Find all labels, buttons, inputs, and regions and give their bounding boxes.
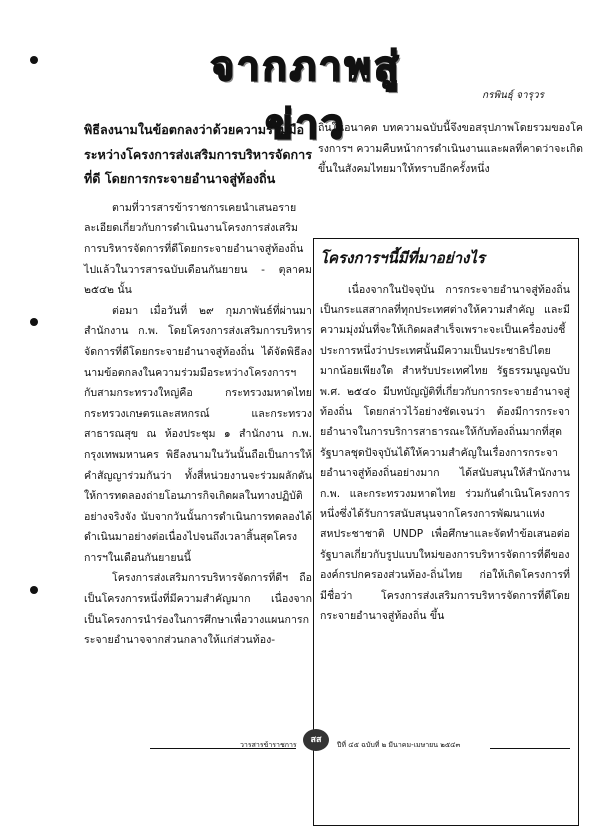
punch-hole-middle [30,318,38,326]
masthead-title: จากภาพสู่ข่าว [210,44,402,148]
footer-rule-right [490,748,570,749]
punch-hole-bottom [30,586,38,594]
footer-logo: สส [303,729,329,751]
sidebar-box [313,238,579,826]
article-paragraph: ตามที่วารสารข้าราชการเคยนำเสนอรายละเอียดเกี่ยวกับการดำเนินงานโครงการส่งเสริมการบริหารจัดการที่ดีโดยกระจายอำนาจสู่ท้องถิ่นไปแล้วในวารสารฉบับเดือนกันยายน - ตุลาคม ๒๕๔๒ นั้น [84,201,312,297]
article-paragraph: โครงการส่งเสริมการบริหารจัดการที่ดีฯ ถือเป็นโครงการหนึ่งที่มีความสำคัญมาก เนื่องจากเป็นโครงการนำร่องในการศึกษาเพื่อวางแผนการกระจายอำนาจจากส่วนกลางให้แก่ส่วนท้อง- [84,572,312,647]
punch-hole-top [30,56,38,64]
footer-publication: วารสารข้าราชการ [240,741,297,749]
sidebar-box-paragraph: เนื่องจากในปัจจุบัน การกระจายอำนาจสู่ท้องถิ่นเป็นกระแสสากลที่ทุกประเทศต่างให้ความสำคัญ และมีความมุ่งมั่นที่จะให้เกิดผลสำเร็จเพราะจะเป็นเครื่องบ่งชี้ประการหนึ่งว่าประเทศนั้นมีความเป็นประชาธิปไตยมากน้อยเพียงใด สำหรับประเทศไทย รัฐธรรมนูญฉบับ พ.ศ. ๒๕๔๐ มีบทบัญญัติที่เกี่ยวกับการกระจายอำนาจสู่ท้องถิ่น โดยกล่าวไว้อย่างชัดเจนว่า ต้องมีการกระจายอำนาจในการบริการสาธารณะให้กับท้องถิ่นมากที่สุด รัฐบาลชุดปัจจุบันได้ให้ความสำคัญในเรื่องการกระจายอำนาจสู่ท้องถิ่นอย่างมาก ได้สนับสนุนให้สำนักงาน ก.พ. และกระทรวงมหาดไทย ร่วมกันดำเนินโครงการหนึ่งซึ่งได้รับการสนับสนุนจากโครงการพัฒนาแห่งสหประชาชาติ UNDP เพื่อศึกษาและจัดทำข้อเสนอต่อรัฐบาลเกี่ยวกับรูปแบบใหม่ของการบริหารจัดการที่ดีขององค์กรปกครองส่วนท้อง-ถิ่นไทย ก่อให้เกิดโครงการที่มีชื่อว่า โครงการส่งเสริมการบริหารจัดการที่ดีโดยกระจายอำนาจสู่ท้องถิ่น ขึ้น [320,283,570,623]
footer-issue: ปีที่ ๔๕ ฉบับที่ ๒ มีนาคม-เมษายน ๒๕๔๓ [337,741,461,749]
article-continuation: ถิ่นในอนาคต บทความฉบับนี้จึงขอสรุปภาพโดยรวมของโครงการฯ ความคืบหน้าการดำเนินงานและผลที่คาดว่าจะเกิดขึ้นในสังคมไทยมาให้ทราบอีกครั้งหนึ่ง [318,122,583,176]
article-paragraph: ต่อมา เมื่อวันที่ ๒๙ กุมภาพันธ์ที่ผ่านมา สำนักงาน ก.พ. โดยโครงการส่งเสริมการบริหารจัดการที่ดีโดยกระจายอำนาจสู่ท้องถิ่น ได้จัดพิธีลงนามข้อตกลงในความร่วมมือระหว่างโครงการฯ กับสามกระทรวงใหญ่คือ กระทรวงมหาดไทย กระทรวงเกษตรและสหกรณ์ และกระทรวงสาธารณสุข ณ ห้องประชุม ๑ สำนักงาน ก.พ. กรุงเทพมหานคร พิธีลงนามในวันนั้นถือเป็นการให้คำสัญญาร่วมกันว่า ทั้งสี่หน่วยงานจะร่วมผลักดันให้การทดลองถ่ายโอนภารกิจเกิดผลในทางปฏิบัติอย่างจริงจัง นับจากวันนั้นการดำเนินการทดลองได้ดำเนินมาอย่างต่อเนื่องไปจนถึงเวลาสิ้นสุดโครงการฯในเดือนกันยายนนี้ [84,304,312,564]
sidebar-box-title: โครงการฯนี้มีที่มาอย่างไร [320,249,485,267]
article-column-right [318,118,583,180]
article-headline: พิธีลงนามในข้อตกลงว่าด้วยความร่วมมือระหว่างโครงการส่งเสริมการบริหารจัดการที่ดี โดยการกระจายอำนาจสู่ท้องถิ่น [84,122,312,187]
author-name: กรพินธุ์ จารุวร [482,90,544,101]
article-column-left [84,118,312,651]
